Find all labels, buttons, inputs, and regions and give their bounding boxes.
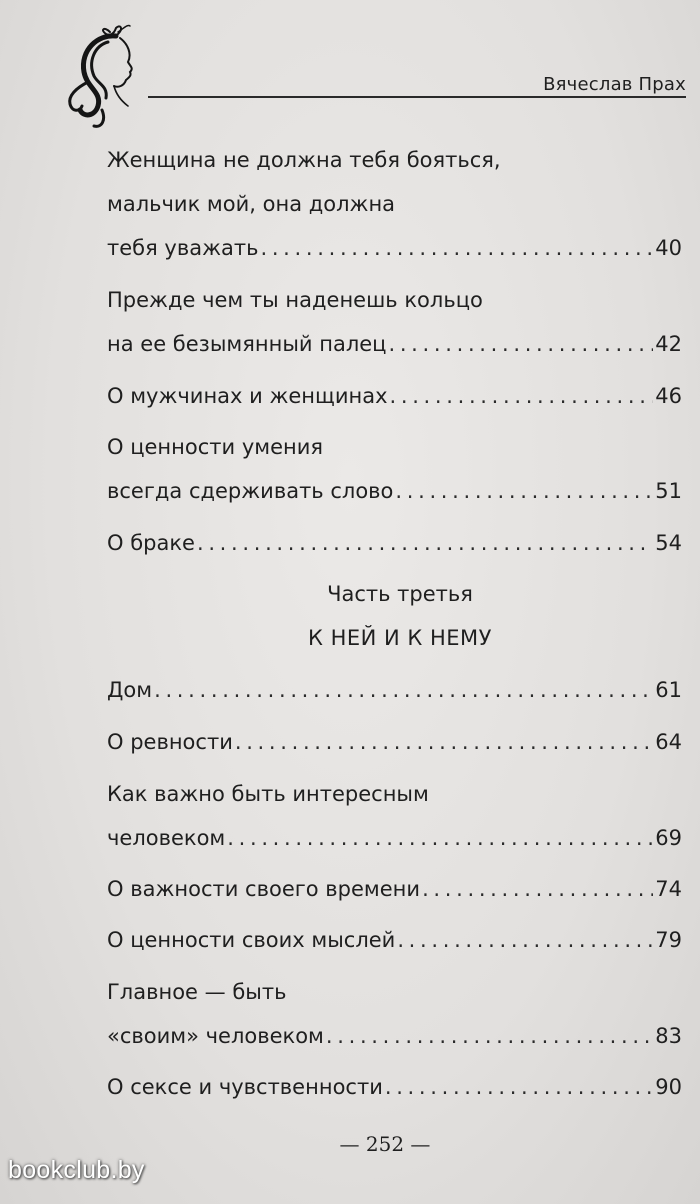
dot-leader xyxy=(388,322,653,366)
toc-entry-last-line xyxy=(107,1065,682,1109)
toc-entry-text: О ценности своих мыслей xyxy=(107,928,396,952)
toc-entry-text: О важности своего времени xyxy=(107,877,421,901)
toc-page-number: 51 xyxy=(655,479,682,503)
toc-page-number: 54 xyxy=(655,531,682,555)
toc-entry-text: «своим» человеком xyxy=(107,1024,324,1048)
dot-leader xyxy=(235,720,653,764)
toc-entry-last-line xyxy=(107,720,682,764)
dot-leader xyxy=(422,867,653,911)
dot-leader xyxy=(227,816,653,860)
toc-entry-last-line xyxy=(107,374,682,418)
toc-entry xyxy=(107,138,682,270)
dot-leader xyxy=(390,374,654,418)
toc-page-number: 90 xyxy=(655,1075,682,1099)
dot-leader xyxy=(397,918,653,962)
toc-entry-text: О мужчинах и женщинах xyxy=(107,384,388,408)
toc-entry-line: О ценности умения xyxy=(107,435,324,459)
toc-entry xyxy=(107,425,682,513)
toc-entry-text: О сексе и чувственности xyxy=(107,1075,383,1099)
toc-entry xyxy=(107,374,682,418)
toc-entry xyxy=(107,970,682,1058)
author-name: Вячеслав Прах xyxy=(543,74,686,95)
toc-entry-line: Прежде чем ты наденешь кольцо xyxy=(107,288,483,312)
toc-entry-text: всегда сдерживать слово xyxy=(107,479,394,503)
woman-silhouette-logo-icon xyxy=(58,22,148,132)
toc-page-number: 40 xyxy=(655,236,682,260)
dot-leader xyxy=(260,226,653,270)
toc-entry xyxy=(107,1065,682,1109)
toc-entry-line: Как важно быть интересным xyxy=(107,782,429,806)
toc-entry-last-line xyxy=(107,469,682,513)
toc-entry xyxy=(107,278,682,366)
toc-entry-text: человеком xyxy=(107,826,226,850)
page-number: — 252 — xyxy=(339,1132,431,1156)
toc-page-number: 79 xyxy=(655,928,682,952)
toc-entry-text: О ревности xyxy=(107,730,233,754)
dot-leader xyxy=(385,1065,653,1109)
toc-entry xyxy=(107,867,682,911)
toc-page-number: 64 xyxy=(655,730,682,754)
toc-entry-last-line xyxy=(107,816,682,860)
toc-entry-line: Главное — быть xyxy=(107,980,287,1004)
toc-entry xyxy=(107,772,682,860)
dot-leader xyxy=(154,668,653,712)
dot-leader xyxy=(326,1014,653,1058)
watermark: bookclub.by xyxy=(8,1156,145,1184)
part-title: К НЕЙ И К НЕМУ xyxy=(308,626,492,650)
toc-entry-text: Дом xyxy=(107,678,153,702)
toc-entry xyxy=(107,521,682,565)
toc-entry xyxy=(107,918,682,962)
toc-entry-last-line xyxy=(107,521,682,565)
toc-entry-last-line xyxy=(107,322,682,366)
header-rule xyxy=(148,96,686,98)
toc-entry xyxy=(107,668,682,712)
toc-page-number: 46 xyxy=(655,384,682,408)
toc-entry-last-line xyxy=(107,867,682,911)
toc-page-number: 83 xyxy=(655,1024,682,1048)
toc-part-three xyxy=(107,668,682,1109)
toc-entry xyxy=(107,720,682,764)
toc-page-number: 69 xyxy=(655,826,682,850)
toc-entry-last-line xyxy=(107,1014,682,1058)
dot-leader xyxy=(197,521,653,565)
toc-entry-last-line xyxy=(107,668,682,712)
toc-page-number: 42 xyxy=(655,332,682,356)
toc-part-two xyxy=(107,138,682,565)
toc-page-number: 74 xyxy=(655,877,682,901)
toc-entry-line: Женщина не должна тебя бояться, xyxy=(107,148,501,172)
toc-entry-text: тебя уважать xyxy=(107,236,259,260)
toc-entry-last-line xyxy=(107,918,682,962)
toc-entry-last-line xyxy=(107,226,682,270)
toc-entry-text: О браке xyxy=(107,531,195,555)
toc-entry-line: мальчик мой, она должна xyxy=(107,192,396,216)
toc-page-number: 61 xyxy=(655,678,682,702)
dot-leader xyxy=(395,469,653,513)
part-label: Часть третья xyxy=(327,582,473,606)
toc-entry-text: на ее безымянный палец xyxy=(107,332,387,356)
